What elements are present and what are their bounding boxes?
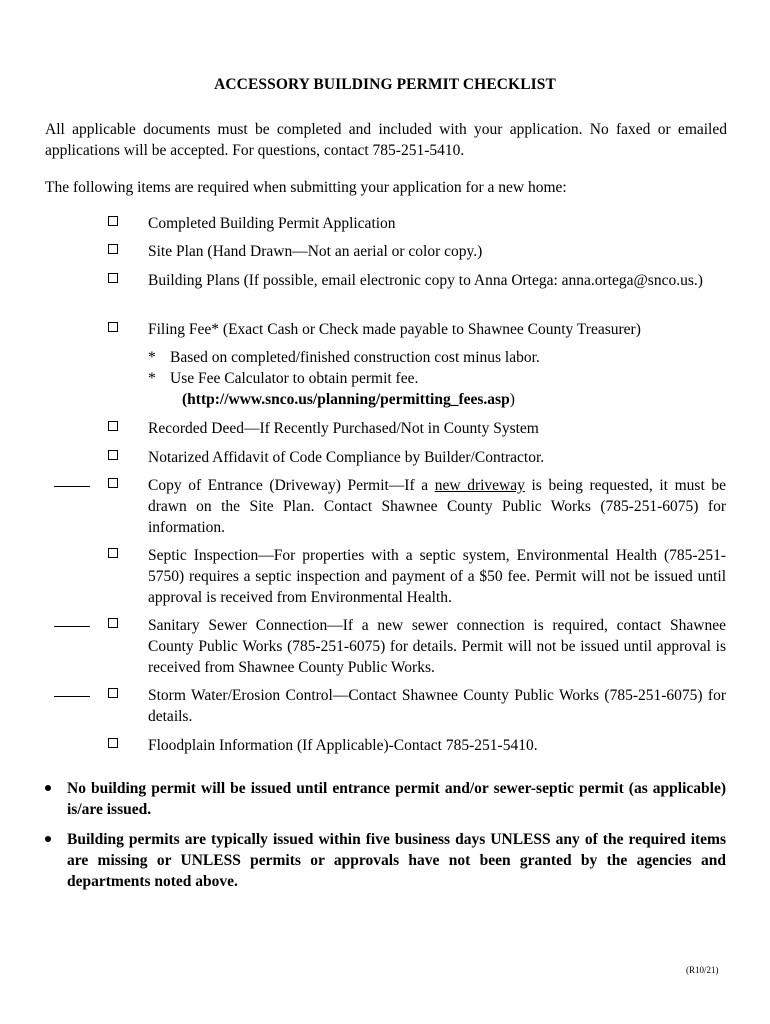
initial-blank[interactable] xyxy=(54,626,90,627)
page-title: ACCESSORY BUILDING PERMIT CHECKLIST xyxy=(214,76,556,93)
text-before: Copy of Entrance (Driveway) Permit—If a xyxy=(148,477,435,494)
bullet-icon xyxy=(45,836,51,842)
checkbox[interactable] xyxy=(108,216,118,226)
checkbox[interactable] xyxy=(108,618,118,628)
asterisk: * xyxy=(148,349,156,366)
checkbox[interactable] xyxy=(108,688,118,698)
checklist-item-text: Site Plan (Hand Drawn—Not an aerial or color copy.) xyxy=(148,243,483,260)
checklist-item-text: Filing Fee* (Exact Cash or Check made payable to Shawnee County Treasurer) xyxy=(148,321,641,338)
checklist-item-text: Septic Inspection—For properties with a septic system, Environmental Health (785-251-5750) requires a septic inspection and payment of a $50 fee. Permit will not be issued until approval is received from Environmental Health. xyxy=(148,547,726,606)
bullet-icon xyxy=(45,785,51,791)
checkbox[interactable] xyxy=(108,548,118,558)
checklist-item-text: Floodplain Information (If Applicable)-Contact 785-251-5410. xyxy=(148,737,538,754)
fee-note-text: Based on completed/finished construction cost minus labor. xyxy=(170,349,540,366)
checklist-item-text: Building Plans (If possible, email electronic copy to Anna Ortega: anna.ortega@snco.us.) xyxy=(148,272,703,289)
paren-open: ( xyxy=(182,391,188,408)
checkbox[interactable] xyxy=(108,244,118,254)
revision-label: (R10/21) xyxy=(686,965,719,975)
checkbox[interactable] xyxy=(108,273,118,283)
fee-calculator-link-line xyxy=(148,389,726,410)
checkbox[interactable] xyxy=(108,421,118,431)
bullet-text: Building permits are typically issued within five business days UNLESS any of the required items are missing or UNLESS permits or approvals have not been granted by the agencies and departments noted above. xyxy=(67,831,726,890)
asterisk: * xyxy=(148,370,156,387)
fee-note-text: Use Fee Calculator to obtain permit fee. xyxy=(170,370,419,387)
checklist-item-text: Recorded Deed—If Recently Purchased/Not in County System xyxy=(148,420,539,437)
fee-calculator-link[interactable]: http://www.snco.us/planning/permitting_fees.asp xyxy=(187,391,510,408)
checklist-item-text: Sanitary Sewer Connection—If a new sewer connection is required, contact Shawnee County Public Works (785-251-6075) for details. Permit will not be issued until approval is received from Shawnee County Public Works. xyxy=(148,617,726,676)
underlined-text: new driveway xyxy=(434,477,525,494)
checklist-item-text: Notarized Affidavit of Code Compliance by Builder/Contractor. xyxy=(148,449,545,466)
checkbox[interactable] xyxy=(108,450,118,460)
initial-blank[interactable] xyxy=(54,696,90,697)
initial-blank[interactable] xyxy=(54,486,90,487)
checklist-item-text: Storm Water/Erosion Control—Contact Shawnee County Public Works (785-251-6075) for details. xyxy=(148,687,726,725)
checkbox[interactable] xyxy=(108,478,118,488)
fee-note xyxy=(148,368,726,389)
checklist-item-text: Completed Building Permit Application xyxy=(148,215,396,232)
paren-close: ) xyxy=(509,391,515,408)
fee-note xyxy=(148,347,726,368)
checkbox[interactable] xyxy=(108,738,118,748)
text-after: is being requested, it must be drawn on the Site Plan. Contact Shawnee County Public Works (785-251-6075) for information. xyxy=(148,477,727,536)
checkbox[interactable] xyxy=(108,322,118,332)
checklist-item-text xyxy=(148,475,726,538)
bullet-text: No building permit will be issued until entrance permit and/or sewer-septic permit (as applicable) is/are issued. xyxy=(67,780,726,818)
lead-paragraph: The following items are required when submitting your application for a new home: xyxy=(45,179,567,196)
intro-paragraph: All applicable documents must be completed and included with your application. No faxed or emailed applications will be accepted. For questions, contact 785-251-5410. xyxy=(45,121,727,159)
